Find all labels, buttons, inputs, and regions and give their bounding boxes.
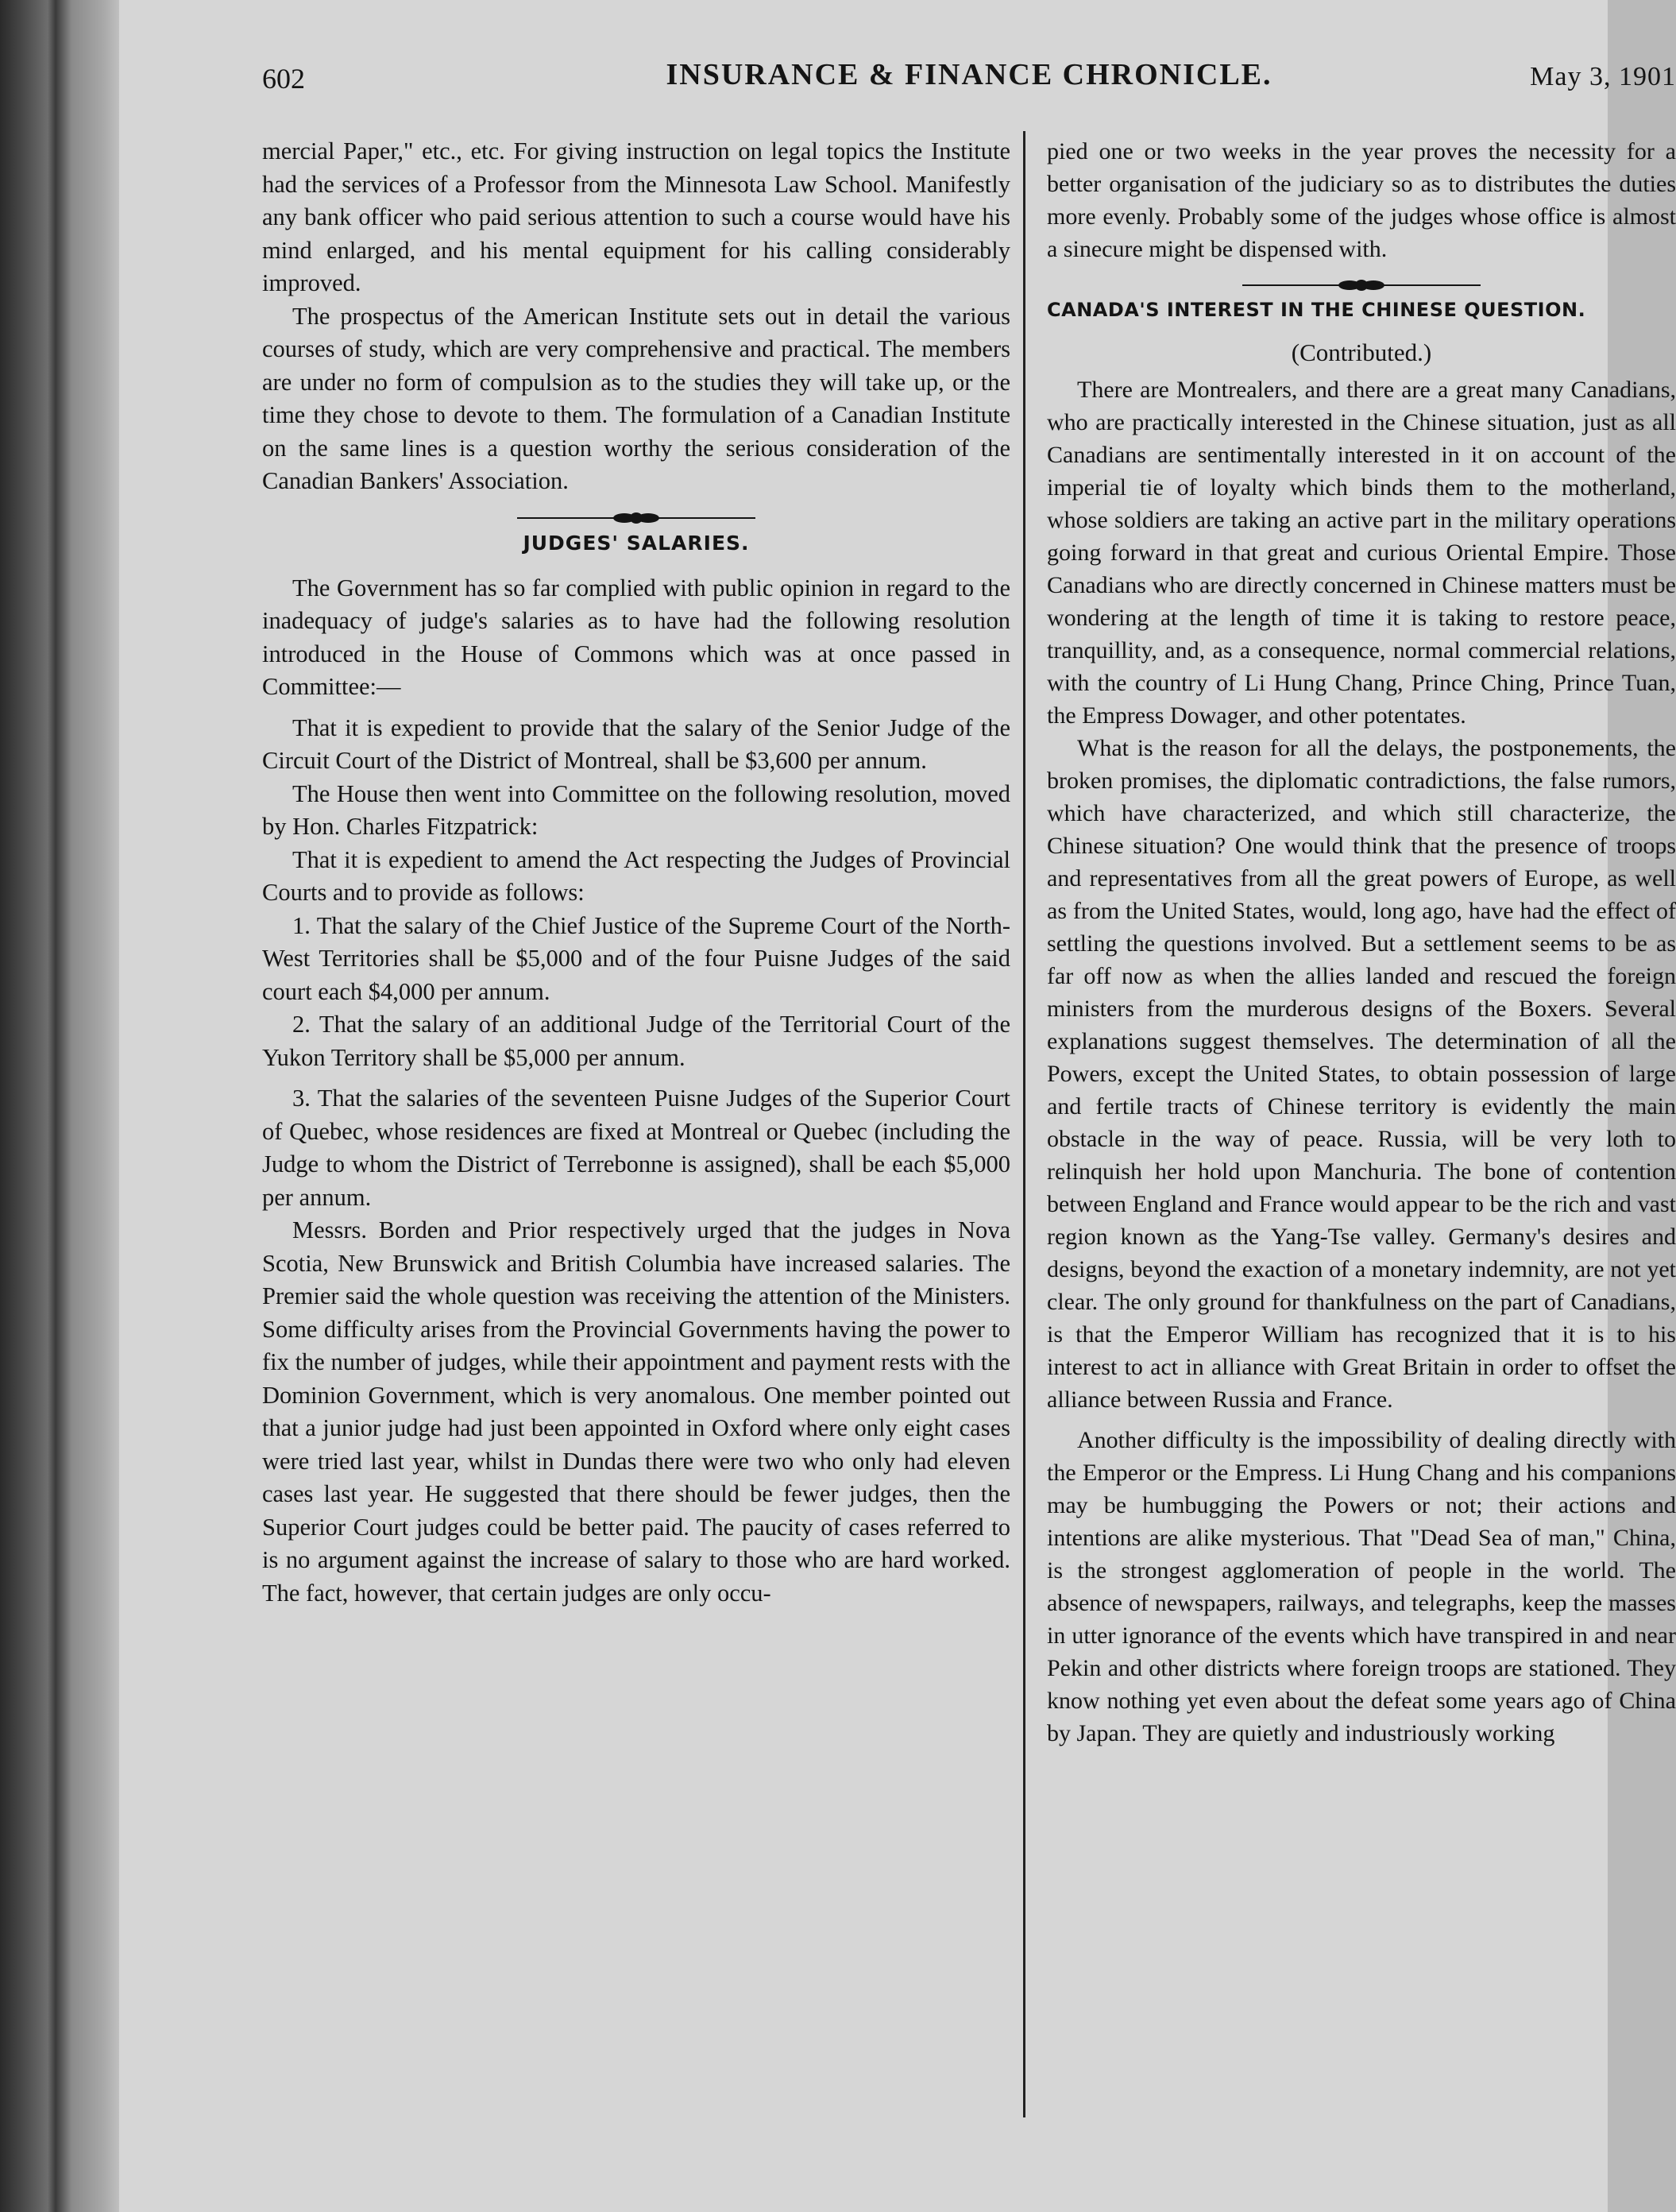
page-header	[262, 57, 1676, 105]
paragraph: The Government has so far complied with public opinion in regard to the inadequacy of judge's salaries as to have had the following resolution introduced in the House of Commons which was at once passed in Committee:—	[262, 574, 1010, 700]
paragraph: Another difficulty is the impossibility of dealing directly with the Emperor or the Empress. Li Hung Chang and his companions may be humbugging the Powers or not; their actions and intentions are alike mysterious. That "Dead Sea of man," China, is the strongest agglomeration of people in the world. The absence of newspapers, railways, and telegraphs, keep the masses in utter ignorance of the events which have transpired in and near Pekin and other districts where foreign troops are stationed. They know nothing yet even about the defeat some years ago of China by Japan. They are quietly and industriously working	[1047, 1427, 1676, 1746]
paragraph: The House then went into Committee on the following resolution, moved by Hon. Charles Fitzpatrick:	[262, 779, 1010, 840]
paragraph: 1. That the salary of the Chief Justice of the Supreme Court of the North-West Territories shall be $5,000 and of the four Puisne Judges of the said court each $4,000 per annum.	[262, 911, 1010, 1005]
section-divider-ornament	[1242, 280, 1481, 291]
right-column	[1047, 135, 1676, 1750]
section-heading-judges-salaries: JUDGES' SALARIES.	[523, 531, 750, 555]
left-column	[262, 135, 1010, 1610]
issue-date: May 3, 1901	[1530, 62, 1676, 91]
paragraph: 3. That the salaries of the seventeen Puisne Judges of the Superior Court of Quebec, whose residences are fixed at Montreal or Quebec (including the Judge to whom the District of Terrebonne is assigned), shall be each $5,000 per annum.	[262, 1085, 1010, 1211]
book-binding-edge	[0, 0, 119, 2212]
paragraph: Messrs. Borden and Prior respectively urged that the judges in Nova Scotia, New Brunswick and British Columbia have increased salaries. The Premier said the whole question was receiving the attention of the Ministers. Some difficulty arises from the Provincial Governments having the power to fix the number of judges, while their appointment and payment rests with the Dominion Government, which is very anomalous. One member pointed out that a junior judge had just been appointed in Oxford where only eight cases were tried last year, whilst in Dundas there were two who only had eleven cases last year. He suggested that there should be fewer judges, then the Superior Court judges could be better paid. The paucity of cases referred to is no argument against the increase of salary to those who are hard worked. The fact, however, that certain judges are only occu-	[262, 1216, 1010, 1607]
section-divider-ornament	[517, 512, 755, 524]
newspaper-page	[119, 0, 1676, 2212]
journal-title: INSURANCE & FINANCE CHRONICLE.	[666, 58, 1272, 91]
section-heading-chinese-question: CANADA'S INTEREST IN THE CHINESE QUESTION.	[1047, 299, 1586, 321]
paragraph: pied one or two weeks in the year proves the necessity for a better organisation of the judiciary so as to distributes the duties more evenly. Probably some of the judges whose office is almost a sinecure might be dispensed with.	[1047, 138, 1676, 262]
paragraph: mercial Paper," etc., etc. For giving instruction on legal topics the Institute had the services of a Professor from the Minnesota Law School. Manifestly any bank officer who paid serious attention to such a course would have his mind enlarged, and his mental equipment for his calling considerably improved.	[262, 137, 1010, 296]
paragraph: There are Montrealers, and there are a great many Canadians, who are practically interested in the Chinese situation, just as all Canadians are sentimentally interested in it on account of the imperial tie of loyalty which binds them to the motherland, whose soldiers are taking an active part in the military operations going forward in that great and curious Oriental Empire. Those Canadians who are directly concerned in Chinese matters must be wondering at the length of time it is taking to restore peace, tranquillity, and, as a consequence, normal commercial relations, with the country of Li Hung Chang, Prince Ching, Prince Tuan, the Empress Dowager, and other potentates.	[1047, 377, 1676, 729]
paragraph: What is the reason for all the delays, the postponements, the broken promises, the diplomatic contradictions, the false rumors, which have characterized, and which still characterize, the Chinese situation? One would think that the presence of troops and representatives from all the great powers of Europe, as well as from the United States, would, long ago, have had the effect of settling the questions involved. But a settlement seems to be as far off now as when the allies landed and rescued the foreign ministers from the murderous designs of the Boxers. Several explanations suggest themselves. The determination of all the Powers, except the United States, to obtain possession of large and fertile tracts of Chinese territory is evidently the main obstacle in the way of peace. Russia, will be very loth to relinquish her hold upon Manchuria. The bone of contention between England and France would appear to be the rich and vast region known as the Yang-Tse valley. Germany's desires and designs, beyond the exaction of a monetary indemnity, are not yet clear. The only ground for thankfulness on the part of Canadians, is that the Emperor William has recognized that it is to his interest to act in alliance with Great Britain in order to offset the alliance between Russia and France.	[1047, 735, 1676, 1413]
byline: (Contributed.)	[1291, 338, 1432, 366]
column-rule	[1023, 131, 1025, 2117]
paragraph: The prospectus of the American Institute sets out in detail the various courses of study, which are very comprehensive and practical. The members are under no form of compulsion as to the studies they will take up, or the time they chose to devote to them. The formulation of a Canadian Institute on the same lines is a question worthy the serious consideration of the Canadian Bankers' Association.	[262, 302, 1010, 494]
page-number: 602	[262, 63, 305, 95]
paragraph: That it is expedient to amend the Act respecting the Judges of Provincial Courts and to provide as follows:	[262, 845, 1010, 906]
paragraph: 2. That the salary of an additional Judge of the Territorial Court of the Yukon Territory shall be $5,000 per annum.	[262, 1011, 1010, 1071]
paragraph: That it is expedient to provide that the salary of the Senior Judge of the Circuit Court of the District of Montreal, shall be $3,600 per annum.	[262, 713, 1010, 774]
